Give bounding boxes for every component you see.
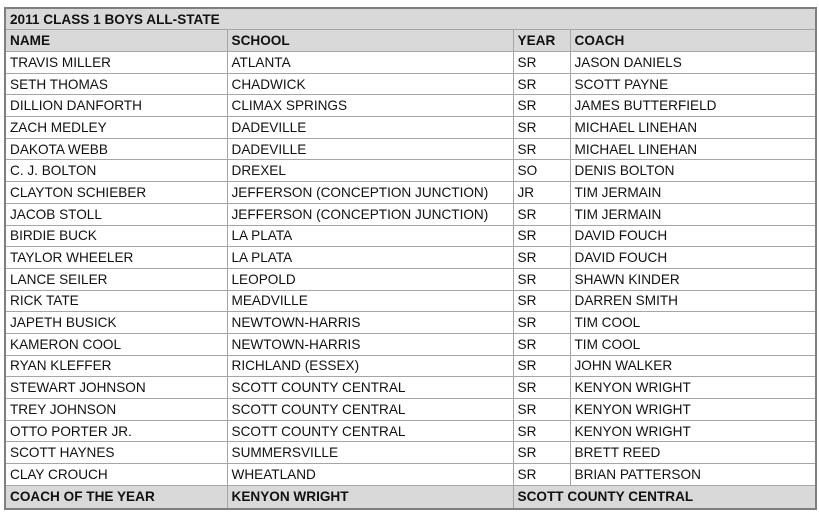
cell-school: LA PLATA [227,225,513,247]
cell-coach: TIM JERMAIN [570,203,816,225]
cell-year: SR [513,420,570,442]
cell-name: TRAVIS MILLER [5,52,227,74]
cell-year: SR [513,203,570,225]
cell-coach: BRIAN PATTERSON [570,464,816,486]
cell-coach: DARREN SMITH [570,290,816,312]
cell-coach: SCOTT PAYNE [570,73,816,95]
cell-name: STEWART JOHNSON [5,377,227,399]
cell-school: RICHLAND (ESSEX) [227,355,513,377]
table-row [5,247,816,269]
table-row [5,138,816,160]
cell-name: ZACH MEDLEY [5,117,227,139]
cell-year: SR [513,117,570,139]
table-row [5,333,816,355]
column-header-name: NAME [5,30,227,52]
cell-coach: TIM COOL [570,312,816,334]
cell-year: SR [513,247,570,269]
table-body [5,52,816,486]
cell-year: SR [513,268,570,290]
cell-school: DADEVILLE [227,138,513,160]
cell-school: JEFFERSON (CONCEPTION JUNCTION) [227,182,513,204]
cell-year: SR [513,377,570,399]
column-header-year: YEAR [513,30,570,52]
cell-school: ATLANTA [227,52,513,74]
cell-coach: JAMES BUTTERFIELD [570,95,816,117]
cell-name: RICK TATE [5,290,227,312]
cell-name: SETH THOMAS [5,73,227,95]
cell-year: SR [513,355,570,377]
cell-coach: TIM JERMAIN [570,182,816,204]
cell-coach: DAVID FOUCH [570,247,816,269]
cell-name: LANCE SEILER [5,268,227,290]
table-row [5,160,816,182]
cell-school: WHEATLAND [227,464,513,486]
cell-school: LA PLATA [227,247,513,269]
cell-year: SR [513,95,570,117]
cell-coach: SHAWN KINDER [570,268,816,290]
table-row [5,355,816,377]
coach-of-year-label: COACH OF THE YEAR [5,485,227,509]
cell-coach: KENYON WRIGHT [570,377,816,399]
cell-school: JEFFERSON (CONCEPTION JUNCTION) [227,203,513,225]
cell-year: SO [513,160,570,182]
cell-coach: DENIS BOLTON [570,160,816,182]
cell-name: DILLION DANFORTH [5,95,227,117]
cell-coach: KENYON WRIGHT [570,399,816,421]
cell-coach: DAVID FOUCH [570,225,816,247]
cell-name: CLAY CROUCH [5,464,227,486]
table-row [5,268,816,290]
table-row [5,399,816,421]
coach-of-year-school: SCOTT COUNTY CENTRAL [513,485,816,509]
cell-school: SUMMERSVILLE [227,442,513,464]
cell-coach: KENYON WRIGHT [570,420,816,442]
cell-school: SCOTT COUNTY CENTRAL [227,399,513,421]
cell-school: NEWTOWN-HARRIS [227,333,513,355]
table-row [5,377,816,399]
cell-year: SR [513,73,570,95]
cell-coach: TIM COOL [570,333,816,355]
column-header-school: SCHOOL [227,30,513,52]
table-title: 2011 CLASS 1 BOYS ALL-STATE [5,8,816,30]
table-row [5,290,816,312]
table-row [5,420,816,442]
cell-name: TAYLOR WHEELER [5,247,227,269]
table-row [5,52,816,74]
table-row [5,182,816,204]
cell-name: RYAN KLEFFER [5,355,227,377]
cell-year: SR [513,399,570,421]
table-row [5,225,816,247]
column-header-row [5,30,816,52]
cell-name: C. J. BOLTON [5,160,227,182]
cell-school: LEOPOLD [227,268,513,290]
cell-school: DADEVILLE [227,117,513,139]
cell-school: MEADVILLE [227,290,513,312]
table-row [5,464,816,486]
table-title-row [5,8,816,30]
cell-school: CLIMAX SPRINGS [227,95,513,117]
cell-school: SCOTT COUNTY CENTRAL [227,420,513,442]
cell-name: TREY JOHNSON [5,399,227,421]
table-row [5,95,816,117]
cell-year: SR [513,333,570,355]
table-row [5,442,816,464]
cell-coach: MICHAEL LINEHAN [570,138,816,160]
cell-year: SR [513,464,570,486]
cell-school: SCOTT COUNTY CENTRAL [227,377,513,399]
table-row [5,312,816,334]
cell-year: JR [513,182,570,204]
coach-of-year-row [5,485,816,509]
cell-year: SR [513,52,570,74]
cell-coach: JOHN WALKER [570,355,816,377]
table-row [5,117,816,139]
cell-year: SR [513,225,570,247]
cell-name: SCOTT HAYNES [5,442,227,464]
cell-name: DAKOTA WEBB [5,138,227,160]
cell-year: SR [513,442,570,464]
cell-coach: JASON DANIELS [570,52,816,74]
cell-name: KAMERON COOL [5,333,227,355]
cell-school: DREXEL [227,160,513,182]
column-header-coach: COACH [570,30,816,52]
cell-coach: BRETT REED [570,442,816,464]
cell-year: SR [513,138,570,160]
cell-name: JAPETH BUSICK [5,312,227,334]
all-state-table [4,7,817,510]
cell-name: OTTO PORTER JR. [5,420,227,442]
cell-school: NEWTOWN-HARRIS [227,312,513,334]
cell-school: CHADWICK [227,73,513,95]
cell-coach: MICHAEL LINEHAN [570,117,816,139]
coach-of-year-coach: KENYON WRIGHT [227,485,513,509]
cell-name: BIRDIE BUCK [5,225,227,247]
table-row [5,73,816,95]
table-row [5,203,816,225]
cell-name: JACOB STOLL [5,203,227,225]
cell-name: CLAYTON SCHIEBER [5,182,227,204]
cell-year: SR [513,290,570,312]
cell-year: SR [513,312,570,334]
